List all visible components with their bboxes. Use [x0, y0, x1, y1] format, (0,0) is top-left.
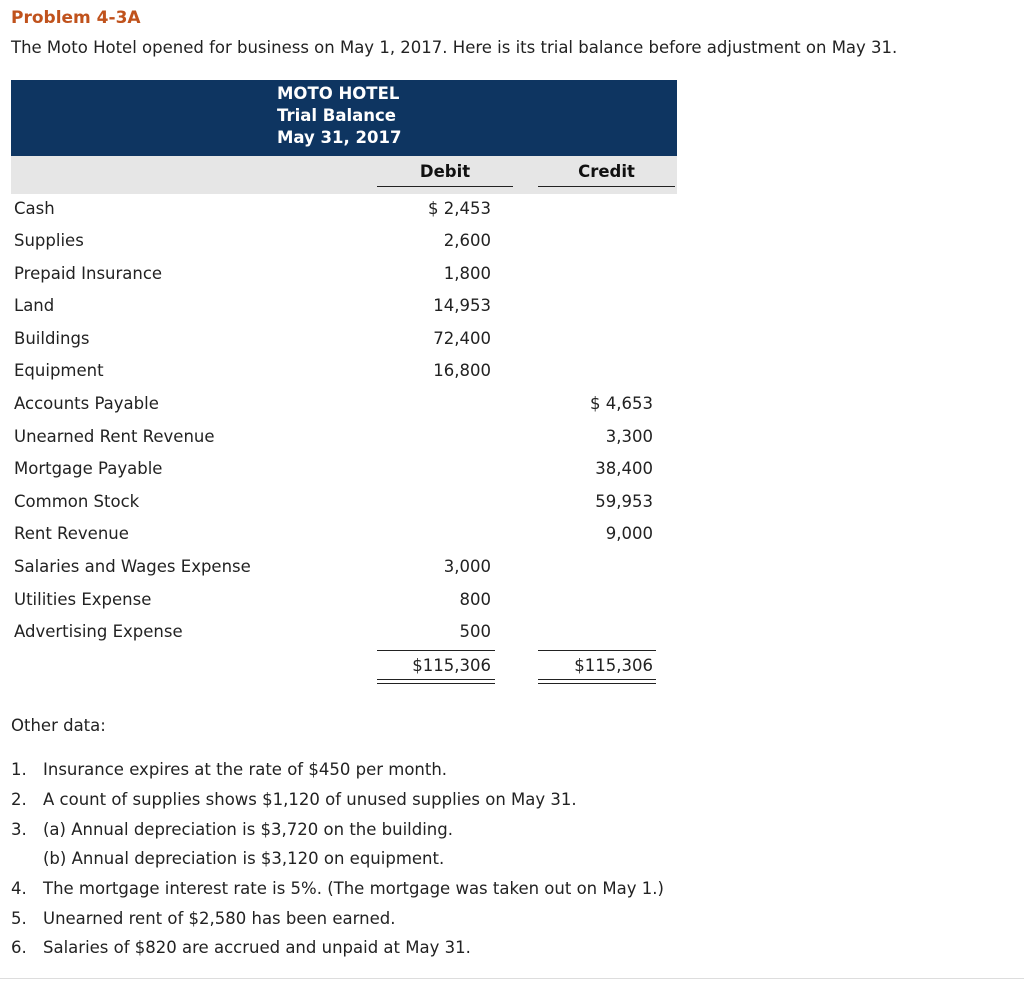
account-name: Unearned Rent Revenue — [14, 427, 215, 446]
item-text: Unearned rent of $2,580 has been earned. — [43, 909, 396, 928]
account-name: Utilities Expense — [14, 590, 152, 609]
account-name: Supplies — [14, 231, 84, 250]
account-name: Accounts Payable — [14, 394, 159, 413]
item-number: 3. — [11, 820, 27, 839]
credit-double-underline — [538, 679, 656, 684]
account-name: Land — [14, 296, 55, 315]
credit-header-rule — [538, 186, 675, 187]
debit-amount: 800 — [459, 590, 491, 609]
table-row — [0, 427, 1024, 459]
credit-total: $115,306 — [574, 656, 653, 675]
debit-total: $115,306 — [412, 656, 491, 675]
credit-amount: $ 4,653 — [590, 394, 653, 413]
table-row — [0, 459, 1024, 491]
debit-amount: 14,953 — [433, 296, 491, 315]
totals-row — [0, 656, 1024, 688]
table-row — [0, 231, 1024, 263]
debit-header-rule — [377, 186, 513, 187]
other-data-item — [11, 790, 577, 809]
bottom-divider — [0, 978, 1024, 979]
item-text: (a) Annual depreciation is $3,720 on the building. — [43, 820, 453, 839]
debit-double-underline — [377, 679, 495, 684]
item-text: Insurance expires at the rate of $450 per month. — [43, 760, 448, 779]
other-data-item — [11, 938, 471, 957]
account-name: Common Stock — [14, 492, 140, 511]
account-name: Prepaid Insurance — [14, 264, 163, 283]
table-row — [0, 524, 1024, 556]
credit-total-rule — [538, 650, 656, 651]
problem-title: Problem 4-3A — [11, 8, 141, 28]
debit-amount: 500 — [459, 622, 491, 641]
other-data-item — [11, 760, 447, 779]
problem-intro: The Moto Hotel opened for business on May 1, 2017. Here is its trial balance before adjustment on May 31. — [11, 38, 898, 57]
item-text: A count of supplies shows $1,120 of unused supplies on May 31. — [43, 790, 577, 809]
item-text: The mortgage interest rate is 5%. (The mortgage was taken out on May 1.) — [43, 879, 664, 898]
table-row — [0, 590, 1024, 622]
other-data-item — [11, 820, 453, 839]
table-row — [0, 394, 1024, 426]
credit-amount: 9,000 — [605, 524, 653, 543]
statement-date: May 31, 2017 — [277, 128, 402, 147]
table-row — [0, 361, 1024, 393]
debit-amount: 72,400 — [433, 329, 491, 348]
debit-column-header: Debit — [419, 162, 471, 181]
table-row — [0, 622, 1024, 654]
other-data-item — [11, 909, 395, 928]
trial-balance-header — [11, 80, 677, 156]
table-row — [0, 264, 1024, 296]
other-data-label: Other data: — [11, 716, 106, 735]
item-number: 1. — [11, 760, 27, 779]
credit-amount: 3,300 — [605, 427, 653, 446]
debit-amount: 2,600 — [443, 231, 491, 250]
account-name: Equipment — [14, 361, 104, 380]
item-text: Salaries of $820 are accrued and unpaid at May 31. — [43, 938, 471, 957]
table-row — [0, 296, 1024, 328]
credit-amount: 59,953 — [595, 492, 653, 511]
table-row — [0, 329, 1024, 361]
table-row — [0, 492, 1024, 524]
table-row — [0, 199, 1024, 231]
item-number: 2. — [11, 790, 27, 809]
account-name: Advertising Expense — [14, 622, 183, 641]
debit-amount: 1,800 — [443, 264, 491, 283]
debit-amount: $ 2,453 — [428, 199, 491, 218]
item-text: (b) Annual depreciation is $3,120 on equipment. — [43, 849, 445, 868]
item-number: 5. — [11, 909, 27, 928]
other-data-item — [11, 879, 664, 898]
other-data-item — [43, 849, 444, 868]
table-row — [0, 557, 1024, 589]
credit-column-header: Credit — [578, 162, 635, 181]
debit-amount: 3,000 — [443, 557, 491, 576]
account-name: Rent Revenue — [14, 524, 129, 543]
credit-amount: 38,400 — [595, 459, 653, 478]
account-name: Salaries and Wages Expense — [14, 557, 251, 576]
debit-total-rule — [377, 650, 495, 651]
item-number: 4. — [11, 879, 27, 898]
statement-name: Trial Balance — [277, 106, 396, 125]
company-name: MOTO HOTEL — [277, 84, 400, 103]
debit-amount: 16,800 — [433, 361, 491, 380]
account-name: Mortgage Payable — [14, 459, 163, 478]
account-name: Cash — [14, 199, 55, 218]
account-name: Buildings — [14, 329, 90, 348]
item-number: 6. — [11, 938, 27, 957]
